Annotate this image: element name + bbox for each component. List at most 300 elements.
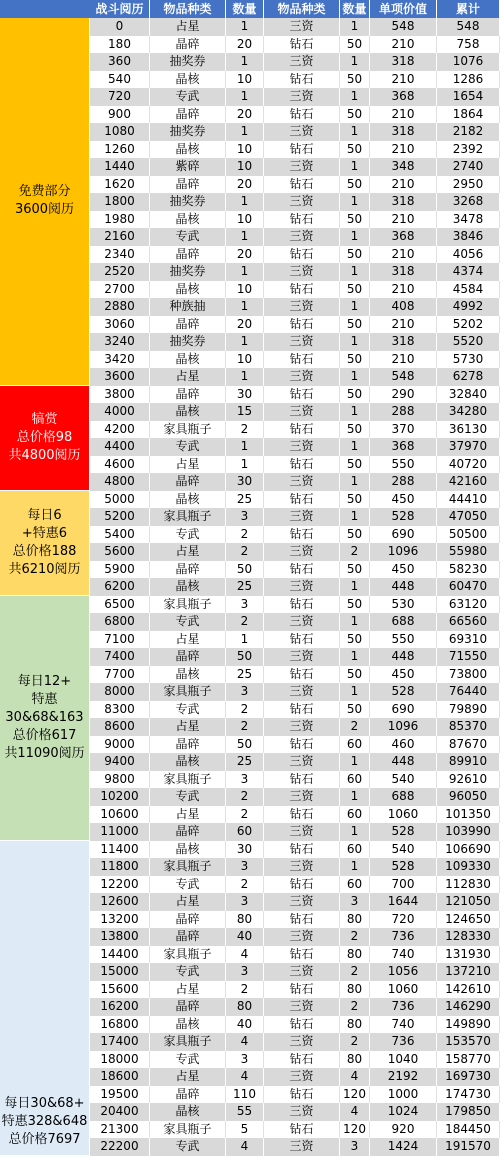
cell-unit-value[interactable]: 736: [370, 928, 437, 946]
cell-quantity[interactable]: 2: [226, 876, 264, 894]
cell-battle-exp[interactable]: 5900: [90, 561, 150, 579]
cell-unit-value[interactable]: 920: [370, 1121, 437, 1139]
cell-cumulative[interactable]: 1076: [437, 53, 500, 71]
cell-cumulative[interactable]: 40720: [437, 456, 500, 474]
cell-cumulative[interactable]: 3846: [437, 228, 500, 246]
cell-cumulative[interactable]: 71550: [437, 648, 500, 666]
cell-item-type-2[interactable]: 三资: [264, 88, 340, 106]
cell-item-type-2[interactable]: 三资: [264, 508, 340, 526]
cell-battle-exp[interactable]: 10200: [90, 788, 150, 806]
cell-quantity-2[interactable]: 1: [340, 228, 370, 246]
cell-quantity-2[interactable]: 60: [340, 841, 370, 859]
cell-item-type-2[interactable]: 三资: [264, 53, 340, 71]
cell-item-type-2[interactable]: 钻石: [264, 736, 340, 754]
cell-quantity[interactable]: 2: [226, 981, 264, 999]
cell-cumulative[interactable]: 42160: [437, 473, 500, 491]
cell-unit-value[interactable]: 408: [370, 298, 437, 316]
cell-item-type[interactable]: 专武: [150, 701, 226, 719]
cell-quantity[interactable]: 3: [226, 508, 264, 526]
cell-quantity[interactable]: 2: [226, 421, 264, 439]
cell-item-type-2[interactable]: 三资: [264, 963, 340, 981]
cell-cumulative[interactable]: 76440: [437, 683, 500, 701]
cell-quantity[interactable]: 1: [226, 438, 264, 456]
cell-unit-value[interactable]: 368: [370, 438, 437, 456]
cell-battle-exp[interactable]: 11400: [90, 841, 150, 859]
cell-item-type-2[interactable]: 三资: [264, 1103, 340, 1121]
cell-item-type[interactable]: 占星: [150, 456, 226, 474]
cell-battle-exp[interactable]: 8300: [90, 701, 150, 719]
cell-item-type[interactable]: 晶碎: [150, 316, 226, 334]
cell-item-type-2[interactable]: 钻石: [264, 141, 340, 159]
cell-quantity[interactable]: 5: [226, 1121, 264, 1139]
cell-item-type-2[interactable]: 钻石: [264, 281, 340, 299]
cell-unit-value[interactable]: 1060: [370, 806, 437, 824]
cell-quantity-2[interactable]: 1: [340, 53, 370, 71]
cell-quantity[interactable]: 15: [226, 403, 264, 421]
cell-item-type[interactable]: 家具瓶子: [150, 508, 226, 526]
cell-quantity-2[interactable]: 1: [340, 683, 370, 701]
cell-battle-exp[interactable]: 10600: [90, 806, 150, 824]
cell-quantity[interactable]: 3: [226, 893, 264, 911]
cell-item-type[interactable]: 抽奖券: [150, 53, 226, 71]
cell-battle-exp[interactable]: 22200: [90, 1138, 150, 1156]
cell-unit-value[interactable]: 688: [370, 788, 437, 806]
cell-quantity-2[interactable]: 1: [340, 858, 370, 876]
cell-battle-exp[interactable]: 180: [90, 36, 150, 54]
cell-unit-value[interactable]: 210: [370, 246, 437, 264]
cell-quantity-2[interactable]: 50: [340, 106, 370, 124]
cell-quantity-2[interactable]: 1: [340, 123, 370, 141]
cell-item-type-2[interactable]: 三资: [264, 823, 340, 841]
cell-item-type-2[interactable]: 三资: [264, 333, 340, 351]
cell-battle-exp[interactable]: 18000: [90, 1051, 150, 1069]
cell-item-type-2[interactable]: 钻石: [264, 981, 340, 999]
cell-item-type-2[interactable]: 钻石: [264, 1086, 340, 1104]
cell-item-type[interactable]: 晶核: [150, 71, 226, 89]
cell-battle-exp[interactable]: 2880: [90, 298, 150, 316]
cell-cumulative[interactable]: 2182: [437, 123, 500, 141]
cell-quantity-2[interactable]: 60: [340, 736, 370, 754]
cell-item-type-2[interactable]: 钻石: [264, 806, 340, 824]
cell-item-type-2[interactable]: 三资: [264, 858, 340, 876]
cell-quantity-2[interactable]: 1: [340, 193, 370, 211]
cell-cumulative[interactable]: 146290: [437, 998, 500, 1016]
cell-unit-value[interactable]: 528: [370, 683, 437, 701]
cell-item-type[interactable]: 晶碎: [150, 928, 226, 946]
cell-quantity-2[interactable]: 2: [340, 928, 370, 946]
cell-quantity[interactable]: 2: [226, 701, 264, 719]
cell-cumulative[interactable]: 37970: [437, 438, 500, 456]
cell-quantity-2[interactable]: 1: [340, 648, 370, 666]
cell-cumulative[interactable]: 548: [437, 18, 500, 36]
cell-cumulative[interactable]: 32840: [437, 386, 500, 404]
cell-cumulative[interactable]: 137210: [437, 963, 500, 981]
cell-cumulative[interactable]: 92610: [437, 771, 500, 789]
cell-unit-value[interactable]: 1096: [370, 718, 437, 736]
cell-quantity-2[interactable]: 1: [340, 88, 370, 106]
cell-battle-exp[interactable]: 11800: [90, 858, 150, 876]
cell-battle-exp[interactable]: 8000: [90, 683, 150, 701]
cell-item-type-2[interactable]: 三资: [264, 648, 340, 666]
cell-quantity-2[interactable]: 50: [340, 491, 370, 509]
cell-item-type[interactable]: 晶碎: [150, 911, 226, 929]
cell-unit-value[interactable]: 288: [370, 403, 437, 421]
cell-quantity[interactable]: 1: [226, 631, 264, 649]
cell-quantity-2[interactable]: 1: [340, 508, 370, 526]
cell-unit-value[interactable]: 210: [370, 281, 437, 299]
cell-battle-exp[interactable]: 18600: [90, 1068, 150, 1086]
cell-cumulative[interactable]: 89910: [437, 753, 500, 771]
cell-quantity-2[interactable]: 50: [340, 176, 370, 194]
cell-unit-value[interactable]: 1040: [370, 1051, 437, 1069]
cell-cumulative[interactable]: 103990: [437, 823, 500, 841]
cell-item-type[interactable]: 晶碎: [150, 36, 226, 54]
cell-quantity-2[interactable]: 1: [340, 158, 370, 176]
cell-battle-exp[interactable]: 4200: [90, 421, 150, 439]
cell-quantity[interactable]: 20: [226, 176, 264, 194]
cell-item-type-2[interactable]: 三资: [264, 613, 340, 631]
cell-item-type[interactable]: 抽奖券: [150, 123, 226, 141]
cell-quantity[interactable]: 1: [226, 123, 264, 141]
cell-cumulative[interactable]: 142610: [437, 981, 500, 999]
cell-item-type[interactable]: 家具瓶子: [150, 946, 226, 964]
cell-unit-value[interactable]: 450: [370, 491, 437, 509]
cell-battle-exp[interactable]: 3600: [90, 368, 150, 386]
cell-quantity[interactable]: 2: [226, 806, 264, 824]
cell-unit-value[interactable]: 550: [370, 456, 437, 474]
cell-battle-exp[interactable]: 2160: [90, 228, 150, 246]
cell-item-type[interactable]: 晶核: [150, 753, 226, 771]
cell-quantity[interactable]: 1: [226, 53, 264, 71]
cell-item-type-2[interactable]: 钻石: [264, 666, 340, 684]
cell-quantity-2[interactable]: 2: [340, 718, 370, 736]
cell-unit-value[interactable]: 210: [370, 36, 437, 54]
cell-quantity[interactable]: 2: [226, 613, 264, 631]
cell-quantity-2[interactable]: 50: [340, 246, 370, 264]
cell-quantity-2[interactable]: 50: [340, 71, 370, 89]
cell-item-type[interactable]: 专武: [150, 88, 226, 106]
cell-unit-value[interactable]: 690: [370, 526, 437, 544]
cell-cumulative[interactable]: 6278: [437, 368, 500, 386]
cell-battle-exp[interactable]: 0: [90, 18, 150, 36]
cell-battle-exp[interactable]: 9400: [90, 753, 150, 771]
cell-cumulative[interactable]: 124650: [437, 911, 500, 929]
cell-quantity[interactable]: 30: [226, 473, 264, 491]
cell-item-type[interactable]: 晶碎: [150, 648, 226, 666]
cell-cumulative[interactable]: 4374: [437, 263, 500, 281]
cell-item-type-2[interactable]: 三资: [264, 1138, 340, 1156]
cell-quantity-2[interactable]: 50: [340, 421, 370, 439]
cell-item-type[interactable]: 晶碎: [150, 736, 226, 754]
cell-quantity-2[interactable]: 1: [340, 263, 370, 281]
cell-unit-value[interactable]: 210: [370, 316, 437, 334]
cell-quantity[interactable]: 10: [226, 211, 264, 229]
cell-quantity[interactable]: 40: [226, 1016, 264, 1034]
cell-cumulative[interactable]: 4056: [437, 246, 500, 264]
cell-battle-exp[interactable]: 20400: [90, 1103, 150, 1121]
cell-unit-value[interactable]: 1096: [370, 543, 437, 561]
cell-item-type-2[interactable]: 钻石: [264, 526, 340, 544]
cell-quantity[interactable]: 1: [226, 456, 264, 474]
cell-item-type-2[interactable]: 钻石: [264, 386, 340, 404]
cell-quantity-2[interactable]: 50: [340, 666, 370, 684]
cell-cumulative[interactable]: 158770: [437, 1051, 500, 1069]
cell-cumulative[interactable]: 174730: [437, 1086, 500, 1104]
cell-item-type[interactable]: 占星: [150, 543, 226, 561]
cell-item-type[interactable]: 晶核: [150, 1016, 226, 1034]
cell-item-type-2[interactable]: 钻石: [264, 1051, 340, 1069]
cell-item-type-2[interactable]: 钻石: [264, 176, 340, 194]
group-cell[interactable]: [0, 841, 90, 1156]
header-quantity[interactable]: 数量: [226, 0, 264, 18]
cell-unit-value[interactable]: 1424: [370, 1138, 437, 1156]
cell-quantity-2[interactable]: 1: [340, 823, 370, 841]
cell-battle-exp[interactable]: 6200: [90, 578, 150, 596]
cell-item-type[interactable]: 晶核: [150, 841, 226, 859]
cell-cumulative[interactable]: 63120: [437, 596, 500, 614]
cell-battle-exp[interactable]: 3420: [90, 351, 150, 369]
cell-item-type[interactable]: 晶碎: [150, 1086, 226, 1104]
cell-cumulative[interactable]: 169730: [437, 1068, 500, 1086]
cell-item-type-2[interactable]: 钻石: [264, 456, 340, 474]
cell-battle-exp[interactable]: 3060: [90, 316, 150, 334]
cell-cumulative[interactable]: 79890: [437, 701, 500, 719]
cell-quantity-2[interactable]: 1: [340, 18, 370, 36]
cell-quantity-2[interactable]: 80: [340, 1051, 370, 1069]
cell-item-type-2[interactable]: 钻石: [264, 106, 340, 124]
cell-quantity[interactable]: 25: [226, 666, 264, 684]
cell-cumulative[interactable]: 149890: [437, 1016, 500, 1034]
cell-item-type[interactable]: 晶核: [150, 141, 226, 159]
cell-item-type[interactable]: 晶碎: [150, 561, 226, 579]
cell-battle-exp[interactable]: 720: [90, 88, 150, 106]
cell-item-type[interactable]: 专武: [150, 526, 226, 544]
cell-quantity[interactable]: 1: [226, 263, 264, 281]
cell-item-type[interactable]: 专武: [150, 438, 226, 456]
cell-quantity-2[interactable]: 3: [340, 893, 370, 911]
cell-cumulative[interactable]: 131930: [437, 946, 500, 964]
cell-battle-exp[interactable]: 5200: [90, 508, 150, 526]
cell-unit-value[interactable]: 210: [370, 176, 437, 194]
cell-unit-value[interactable]: 318: [370, 193, 437, 211]
cell-cumulative[interactable]: 121050: [437, 893, 500, 911]
cell-unit-value[interactable]: 550: [370, 631, 437, 649]
cell-quantity-2[interactable]: 1: [340, 298, 370, 316]
cell-item-type-2[interactable]: 三资: [264, 18, 340, 36]
cell-cumulative[interactable]: 96050: [437, 788, 500, 806]
cell-quantity[interactable]: 80: [226, 911, 264, 929]
cell-cumulative[interactable]: 5520: [437, 333, 500, 351]
cell-quantity-2[interactable]: 50: [340, 561, 370, 579]
cell-quantity-2[interactable]: 50: [340, 211, 370, 229]
cell-item-type-2[interactable]: 三资: [264, 263, 340, 281]
cell-battle-exp[interactable]: 12600: [90, 893, 150, 911]
cell-item-type-2[interactable]: 三资: [264, 473, 340, 491]
cell-cumulative[interactable]: 69310: [437, 631, 500, 649]
cell-unit-value[interactable]: 548: [370, 368, 437, 386]
cell-quantity-2[interactable]: 80: [340, 981, 370, 999]
cell-unit-value[interactable]: 288: [370, 473, 437, 491]
cell-unit-value[interactable]: 290: [370, 386, 437, 404]
cell-item-type[interactable]: 专武: [150, 876, 226, 894]
cell-battle-exp[interactable]: 1260: [90, 141, 150, 159]
cell-item-type-2[interactable]: 三资: [264, 123, 340, 141]
cell-quantity[interactable]: 60: [226, 823, 264, 841]
cell-quantity[interactable]: 10: [226, 281, 264, 299]
cell-item-type-2[interactable]: 三资: [264, 368, 340, 386]
cell-item-type-2[interactable]: 钻石: [264, 841, 340, 859]
cell-cumulative[interactable]: 4992: [437, 298, 500, 316]
cell-quantity-2[interactable]: 50: [340, 351, 370, 369]
cell-item-type-2[interactable]: 钻石: [264, 71, 340, 89]
cell-item-type[interactable]: 晶碎: [150, 176, 226, 194]
cell-cumulative[interactable]: 179850: [437, 1103, 500, 1121]
cell-item-type-2[interactable]: 三资: [264, 683, 340, 701]
cell-battle-exp[interactable]: 5400: [90, 526, 150, 544]
cell-quantity-2[interactable]: 120: [340, 1121, 370, 1139]
cell-unit-value[interactable]: 448: [370, 648, 437, 666]
header-cumulative[interactable]: 累计: [437, 0, 500, 18]
cell-quantity[interactable]: 40: [226, 928, 264, 946]
cell-quantity[interactable]: 1: [226, 228, 264, 246]
cell-battle-exp[interactable]: 16800: [90, 1016, 150, 1034]
cell-quantity-2[interactable]: 1: [340, 438, 370, 456]
cell-unit-value[interactable]: 318: [370, 333, 437, 351]
cell-quantity-2[interactable]: 1: [340, 403, 370, 421]
cell-quantity[interactable]: 4: [226, 1138, 264, 1156]
cell-quantity-2[interactable]: 4: [340, 1068, 370, 1086]
cell-cumulative[interactable]: 1654: [437, 88, 500, 106]
cell-quantity-2[interactable]: 1: [340, 333, 370, 351]
cell-unit-value[interactable]: 720: [370, 911, 437, 929]
cell-unit-value[interactable]: 370: [370, 421, 437, 439]
cell-item-type-2[interactable]: 钻石: [264, 701, 340, 719]
cell-item-type[interactable]: 晶碎: [150, 998, 226, 1016]
cell-battle-exp[interactable]: 540: [90, 71, 150, 89]
cell-battle-exp[interactable]: 12200: [90, 876, 150, 894]
cell-quantity-2[interactable]: 50: [340, 316, 370, 334]
cell-quantity[interactable]: 1: [226, 298, 264, 316]
cell-quantity-2[interactable]: 1: [340, 613, 370, 631]
cell-item-type[interactable]: 家具瓶子: [150, 1033, 226, 1051]
cell-unit-value[interactable]: 688: [370, 613, 437, 631]
cell-item-type[interactable]: 专武: [150, 228, 226, 246]
cell-item-type[interactable]: 专武: [150, 1138, 226, 1156]
cell-item-type-2[interactable]: 钻石: [264, 561, 340, 579]
header-battle-exp[interactable]: 战斗阅历: [90, 0, 150, 18]
cell-unit-value[interactable]: 448: [370, 753, 437, 771]
cell-item-type-2[interactable]: 三资: [264, 158, 340, 176]
cell-quantity[interactable]: 3: [226, 858, 264, 876]
cell-quantity[interactable]: 3: [226, 1051, 264, 1069]
cell-item-type-2[interactable]: 三资: [264, 193, 340, 211]
cell-quantity[interactable]: 2: [226, 526, 264, 544]
cell-battle-exp[interactable]: 5000: [90, 491, 150, 509]
cell-cumulative[interactable]: 153570: [437, 1033, 500, 1051]
cell-item-type-2[interactable]: 三资: [264, 928, 340, 946]
cell-quantity-2[interactable]: 1: [340, 788, 370, 806]
cell-battle-exp[interactable]: 13200: [90, 911, 150, 929]
cell-item-type[interactable]: 晶碎: [150, 473, 226, 491]
header-quantity-2[interactable]: 数量: [340, 0, 370, 18]
header-item-type[interactable]: 物品种类: [150, 0, 226, 18]
cell-battle-exp[interactable]: 7700: [90, 666, 150, 684]
cell-item-type[interactable]: 晶碎: [150, 106, 226, 124]
cell-item-type-2[interactable]: 钻石: [264, 246, 340, 264]
cell-cumulative[interactable]: 109330: [437, 858, 500, 876]
cell-quantity-2[interactable]: 1: [340, 473, 370, 491]
cell-item-type[interactable]: 家具瓶子: [150, 421, 226, 439]
cell-cumulative[interactable]: 112830: [437, 876, 500, 894]
cell-item-type[interactable]: 家具瓶子: [150, 683, 226, 701]
cell-unit-value[interactable]: 1024: [370, 1103, 437, 1121]
header-unit-value[interactable]: 单项价值: [370, 0, 437, 18]
cell-quantity[interactable]: 10: [226, 71, 264, 89]
cell-cumulative[interactable]: 36130: [437, 421, 500, 439]
cell-item-type-2[interactable]: 钻石: [264, 211, 340, 229]
cell-cumulative[interactable]: 106690: [437, 841, 500, 859]
cell-item-type-2[interactable]: 三资: [264, 788, 340, 806]
cell-unit-value[interactable]: 210: [370, 141, 437, 159]
cell-quantity-2[interactable]: 2: [340, 963, 370, 981]
cell-quantity[interactable]: 80: [226, 998, 264, 1016]
cell-battle-exp[interactable]: 360: [90, 53, 150, 71]
cell-item-type[interactable]: 晶核: [150, 403, 226, 421]
cell-unit-value[interactable]: 210: [370, 351, 437, 369]
cell-item-type-2[interactable]: 三资: [264, 298, 340, 316]
cell-item-type-2[interactable]: 三资: [264, 998, 340, 1016]
cell-unit-value[interactable]: 540: [370, 771, 437, 789]
cell-item-type-2[interactable]: 钻石: [264, 1016, 340, 1034]
cell-item-type-2[interactable]: 钻石: [264, 351, 340, 369]
group-cell[interactable]: [0, 386, 90, 491]
cell-item-type-2[interactable]: 钻石: [264, 771, 340, 789]
cell-quantity-2[interactable]: 60: [340, 876, 370, 894]
cell-item-type[interactable]: 专武: [150, 788, 226, 806]
cell-battle-exp[interactable]: 2340: [90, 246, 150, 264]
cell-quantity-2[interactable]: 50: [340, 281, 370, 299]
cell-quantity-2[interactable]: 50: [340, 631, 370, 649]
cell-quantity[interactable]: 3: [226, 771, 264, 789]
group-cell[interactable]: [0, 491, 90, 596]
cell-item-type[interactable]: 晶碎: [150, 386, 226, 404]
cell-item-type[interactable]: 专武: [150, 1051, 226, 1069]
cell-quantity[interactable]: 25: [226, 753, 264, 771]
cell-quantity-2[interactable]: 80: [340, 911, 370, 929]
cell-item-type[interactable]: 专武: [150, 613, 226, 631]
cell-quantity[interactable]: 4: [226, 946, 264, 964]
cell-unit-value[interactable]: 528: [370, 823, 437, 841]
cell-quantity[interactable]: 55: [226, 1103, 264, 1121]
group-cell[interactable]: [0, 18, 90, 386]
cell-unit-value[interactable]: 528: [370, 508, 437, 526]
cell-quantity[interactable]: 25: [226, 491, 264, 509]
cell-item-type[interactable]: 晶核: [150, 578, 226, 596]
cell-quantity[interactable]: 110: [226, 1086, 264, 1104]
cell-unit-value[interactable]: 690: [370, 701, 437, 719]
cell-battle-exp[interactable]: 3240: [90, 333, 150, 351]
cell-unit-value[interactable]: 740: [370, 946, 437, 964]
cell-quantity[interactable]: 1: [226, 333, 264, 351]
cell-item-type-2[interactable]: 三资: [264, 403, 340, 421]
cell-quantity[interactable]: 50: [226, 561, 264, 579]
cell-item-type[interactable]: 抽奖券: [150, 333, 226, 351]
cell-cumulative[interactable]: 191570: [437, 1138, 500, 1156]
cell-item-type-2[interactable]: 钻石: [264, 316, 340, 334]
cell-battle-exp[interactable]: 9000: [90, 736, 150, 754]
cell-battle-exp[interactable]: 2700: [90, 281, 150, 299]
cell-battle-exp[interactable]: 15000: [90, 963, 150, 981]
